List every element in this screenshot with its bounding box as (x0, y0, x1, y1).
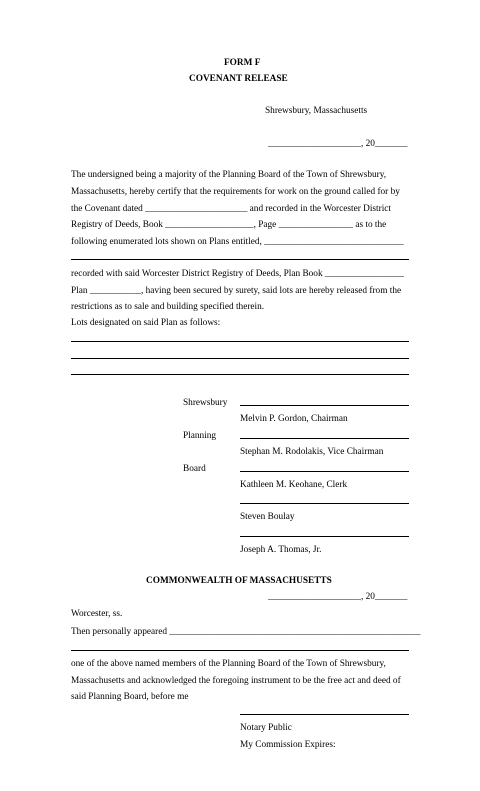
board-label-shrewsbury: Shrewsbury (183, 398, 228, 408)
signature-line[interactable] (240, 503, 409, 504)
lots-blank-line[interactable] (71, 358, 409, 359)
page-title: COVENANT RELEASE (189, 74, 288, 84)
board-label-board: Board (183, 464, 206, 474)
lots-label: Lots designated on said Plan as follows: (71, 318, 221, 328)
blank-line[interactable] (71, 259, 409, 260)
signature-line[interactable] (240, 471, 409, 472)
date-field[interactable]: ____________________, 20_______ (268, 139, 408, 149)
body-text-line: Plan ___________, having been secured by surety, said lots are hereby released from the (71, 286, 402, 296)
body-text-line: the Covenant dated ______________________ and recorded in the Worcester District (71, 204, 392, 214)
notary-public-label: Notary Public (240, 723, 292, 733)
board-label-planning: Planning (183, 431, 217, 441)
lots-blank-line[interactable] (71, 341, 409, 342)
lots-blank-line[interactable] (71, 374, 409, 375)
signer-name: Stephan M. Rodolakis, Vice Chairman (240, 447, 384, 457)
signer-name: Melvin P. Gordon, Chairman (240, 414, 348, 424)
signer-name: Steven Boulay (240, 512, 295, 522)
notary-heading: COMMONWEALTH OF MASSACHUSETTS (146, 576, 332, 586)
form-label: FORM F (224, 58, 261, 68)
signature-line[interactable] (240, 405, 409, 406)
signer-name: Joseph A. Thomas, Jr. (240, 545, 322, 555)
appeared-field[interactable]: Then personally appeared ______________________________________________________ (71, 627, 421, 637)
body-text-line: recorded with said Worcester District Registry of Deeds, Plan Book _________________ (71, 269, 404, 279)
body-text-line: The undersigned being a majority of the Planning Board of the Town of Shrewsbury, (71, 170, 387, 180)
signature-line[interactable] (240, 438, 409, 439)
county-label: Worcester, ss. (71, 609, 123, 619)
body-text-line: Massachusetts and acknowledged the foregoing instrument to be the free act and deed of (71, 676, 401, 686)
body-text-line: one of the above named members of the Planning Board of the Town of Shrewsbury, (71, 659, 386, 669)
place-line: Shrewsbury, Massachusetts (265, 106, 368, 116)
signature-line[interactable] (240, 536, 409, 537)
commission-label: My Commission Expires: (240, 740, 336, 750)
body-text-line: Massachusetts, hereby certify that the requirements for work on the ground called for by (71, 187, 400, 197)
body-text-line: restrictions as to sale and building specified therein. (71, 302, 265, 312)
body-text-line: following enumerated lots shown on Plans entitled, ______________________________ (71, 237, 404, 247)
body-text-line: said Planning Board, before me (71, 692, 189, 702)
body-text-line: Registry of Deeds, Book ___________________, Page ________________ as to the (71, 220, 387, 230)
notary-signature-line[interactable] (240, 714, 409, 715)
blank-line[interactable] (71, 650, 409, 651)
notary-date-field[interactable]: ____________________, 20_______ (268, 592, 408, 602)
signer-name: Kathleen M. Keohane, Clerk (240, 480, 348, 490)
